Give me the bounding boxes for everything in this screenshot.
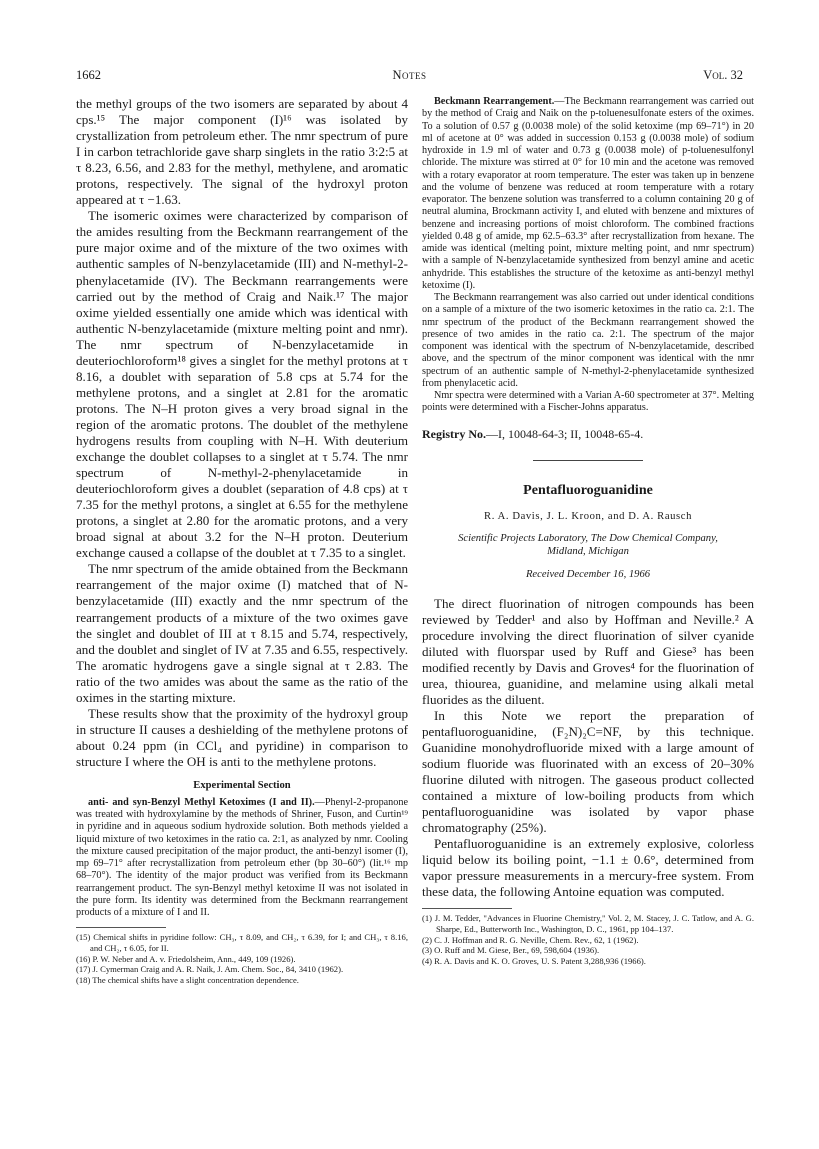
body-paragraph: These results show that the proximity of the hydroxyl group in structure II causes a deshielding of the methylene protons of about 0.24 ppm (in CCl₄ and pyridine) in comparison to structure I where the OH is anti to the methylene protons. [76,705,408,769]
body-paragraph: The nmr spectrum of the amide obtained from the Beckmann rearrangement of the major oxime (I) matched that of N-benzylacetamide (III) exactly and the nmr spectrum of the rearrangement products of a mixture of the two oximes gave the singlet and doublet of III at τ 8.15 and 5.74, respectively, and the doublet and singlet of IV at 7.35 and 6.55, respectively. The aromatic hydrogens gave a single signal at τ 2.83. The ratio of the two amides was about the same as the ratio of the oximes in the starting mixture. [76,561,408,705]
experimental-text: —Phenyl-2-propanone was treated with hydroxylamine by the methods of Shriner, Fuson, and Curtin¹⁹ in pyridine and in aqueous sodium hydroxide solution. Both methods yielded a liquid mixture of two ketoximes in the ratio ca. 2:1, as analyzed by nmr. Cooling the mixture caused precipitation of the major product, the anti-benzyl isomer (I), mp 69–71° after recrystallization from petroleum ether (bp 30–60°) (lit.¹⁶ mp 68–70°). The identity of the major product was verified from its Beckmann rearrangement product. The syn-Benzyl methyl ketoxime II was not isolated in the pure form. Its identity was determined from the Beckmann rearrangement products of a mixture of I and II. [76,796,408,919]
page-number: 1662 [76,68,101,82]
registry-numbers [422,427,754,442]
article-affiliation [422,532,754,559]
footnote: (18) The chemical shifts have a slight concentration dependence. [76,974,299,985]
footnote: (4) R. A. Davis and K. O. Groves, U. S. Patent 3,288,936 (1966). [422,955,646,966]
affiliation-line: Scientific Projects Laboratory, The Dow Chemical Company, [458,532,718,544]
footnote: (15) Chemical shifts in pyridine follow: CH₃, τ 8.09, and CH₂, τ 6.39, for I; and CH₃, τ 8.16, and CH₂, τ 6.05, for II. [76,932,408,954]
beckmann-paragraph [422,96,754,292]
footnote: (2) C. J. Hoffman and R. G. Neville, Chem. Rev., 62, 1 (1962). [422,934,639,945]
affiliation-line: Midland, Michigan [547,546,629,557]
beckmann-paragraph: Nmr spectra were determined with a Varian A-60 spectrometer at 37°. Melting points were determined with a Fischer-Johns apparatus. [422,390,754,414]
run-in-heading: anti- and syn-Benzyl Methyl Ketoximes (I and II). [88,796,315,808]
footnote: (1) J. M. Tedder, "Advances in Fluorine Chemistry," Vol. 2, M. Stacey, J. C. Tatlow, and A. G. Sharpe, Ed., Butterworth Inc., Washington, D. C., 1961, pp 104–137. [422,913,754,934]
article-divider [533,460,643,461]
registry-label: Registry No. [422,426,486,441]
footnote: (17) J. Cymerman Craig and A. R. Naik, J. Am. Chem. Soc., 84, 3410 (1962). [76,964,344,975]
body-paragraph: The direct fluorination of nitrogen compounds has been reviewed by Tedder¹ and also by Hoffman and Neville.² A procedure involving the direct fluorination of silver cyanide diluted with fluorspar used by Ruff and Giese³ has been modified recently by Davis and Groves⁴ for the fluorination of urea, thiourea, guanidine, and melamine using alkali metal fluorides as the diluent. [422,595,754,707]
body-paragraph: In this Note we report the preparation of pentafluoroguanidine, (F₂N)₂C=NF, by this technique. Guanidine monohydrofluoride mixed with a large amount of sodium fluoride was fluorinated with an excess of 20–30% fluorine diluted with nitrogen. The gaseous product collected contained a mixture of low-boiling products from which pentafluoroguanidine was isolated by vapor phase chromatography (25%). [422,707,754,836]
left-column [76,96,408,985]
registry-value: —I, 10048-64-3; II, 10048-65-4. [485,426,644,441]
body-paragraph: The isomeric oximes were characterized by comparison of the amides resulting from the Beckmann rearrangement of the pure major oxime and of the mixture of the two oximes with authentic samples of N-benzylacetamide (III) and N-methyl-2-phenylacetamide (IV). The Beckmann rearrangements were carried out by the method of Craig and Naik.¹⁷ The major oxime yielded essentially one amide which was identical with authentic N-benzylacetamide (mixture melting point and nmr). The nmr spectrum of N-benzylacetamide in deuteriochloroform¹⁸ gives a singlet for the methyl protons at τ 8.16, a doublet with separation of 5.8 cps at 5.74 for the methylene protons, and a singlet at 2.81 for the aromatic protons. The N–H proton gives a very broad signal in the region of the aromatic protons. The doublet of the methylene hydrogens results from coupling with N–H. With deuterium exchange the doublet collapses to a singlet at τ 5.74. The nmr spectrum of N-methyl-2-phenylacetamide in deuteriochloroform gives a doublet (separation of 4.8 cps) at τ 7.35 for the methyl protons, a singlet at 6.55 for the methylene protons, a singlet at 2.80 for the aromatic protons, and a very broad signal at about 3.2 for the N–H proton. Deuterium exchange caused a collapse of the doublet at τ 7.35 to a singlet. [76,208,408,561]
article-authors: R. A. Davis, J. L. Kroon, and D. A. Rausch [484,510,692,522]
volume-label: Vol. 32 [703,68,743,82]
body-paragraph: Pentafluoroguanidine is an extremely explosive, colorless liquid below its boiling point, −1.1 ± 0.6°, determined from vapor pressure measurements in a mercury-free system. From these data, the following Antoine equation was computed. [422,836,754,900]
article-title: Pentafluoroguanidine [523,482,653,498]
section-heading: Experimental Section [193,779,291,791]
beckmann-text: —The Beckmann rearrangement was carried out by the method of Craig and Naik on the p-toluenesulfonate esters of the oximes. To a solution of 0.57 g (0.0038 mole) of the solid ketoxime (mp 69–71°) in 20 ml of acetone at 0° was added in succession 0.153 g (0.0038 mole) of sodium hydroxide in 1.9 ml of water and 0.73 g (0.0038 mole) of p-toluenesulfonyl chloride. The mixture was stirred at 0° for 10 min and the acetone was removed with a rotary evaporator at room temperature. The ester was taken up in benzene and the volume of benzene was reduced at room temperature with a rotary evaporator. The benzene solution was transferred to a column containing 20 g of neutral alumina, Brockmann activity I, and eluted with benzene and mixtures of benzene and increasing portions of moist chloroform. The combined fractions yielded 0.48 g of amide, mp 62.5–63.3° after recrystallization from hexane. The amide was identical (melting point, mixture melting point, and nmr spectrum) with a sample of N-benzylacetamide synthesized from benzyl amine and acetic anhydride. This establishes the structure of the ketoxime as anti-benzyl methyl ketoxime (I). [422,96,754,291]
section-name: Notes [392,68,427,82]
footnote-rule [76,927,166,928]
beckmann-paragraph: The Beckmann rearrangement was also carried out under identical conditions on a sample of a mixture of the two isomeric ketoximes in the ratio ca. 2:1. The nmr spectrum of the product of the Beckmann rearrangement showed the presence of two amides in the ratio ca. 2:1. The spectrum of the major component was identical with the spectrum of N-benzylacetamide, described above, and the spectrum of the minor component was identical with the nmr spectrum of an authentic sample of N-methyl-2-phenylacetamide synthesized from phenylacetic acid. [422,292,754,389]
footnote: (3) O. Ruff and M. Giese, Ber., 69, 598,604 (1936). [422,945,600,956]
running-head [76,68,743,84]
footnote: (16) P. W. Neber and A. v. Friedolsheim, Ann., 449, 109 (1926). [76,953,296,964]
experimental-paragraph [76,797,408,920]
run-in-heading: Beckmann Rearrangement. [434,96,555,107]
body-paragraph: the methyl groups of the two isomers are separated by about 4 cps.¹⁵ The major component (I)¹⁶ was isolated by crystallization from petroleum ether. The nmr spectrum of pure I in carbon tetrachloride gave sharp singlets in the ratio 3:2:5 at τ 8.23, 6.56, and 2.83 for the methyl, methylene, and aromatic protons, respectively. The signal of the hydroxyl proton appeared at τ −1.63. [76,96,408,208]
received-date: Received December 16, 1966 [525,568,651,580]
footnote-rule [422,908,512,909]
right-column [422,96,754,966]
